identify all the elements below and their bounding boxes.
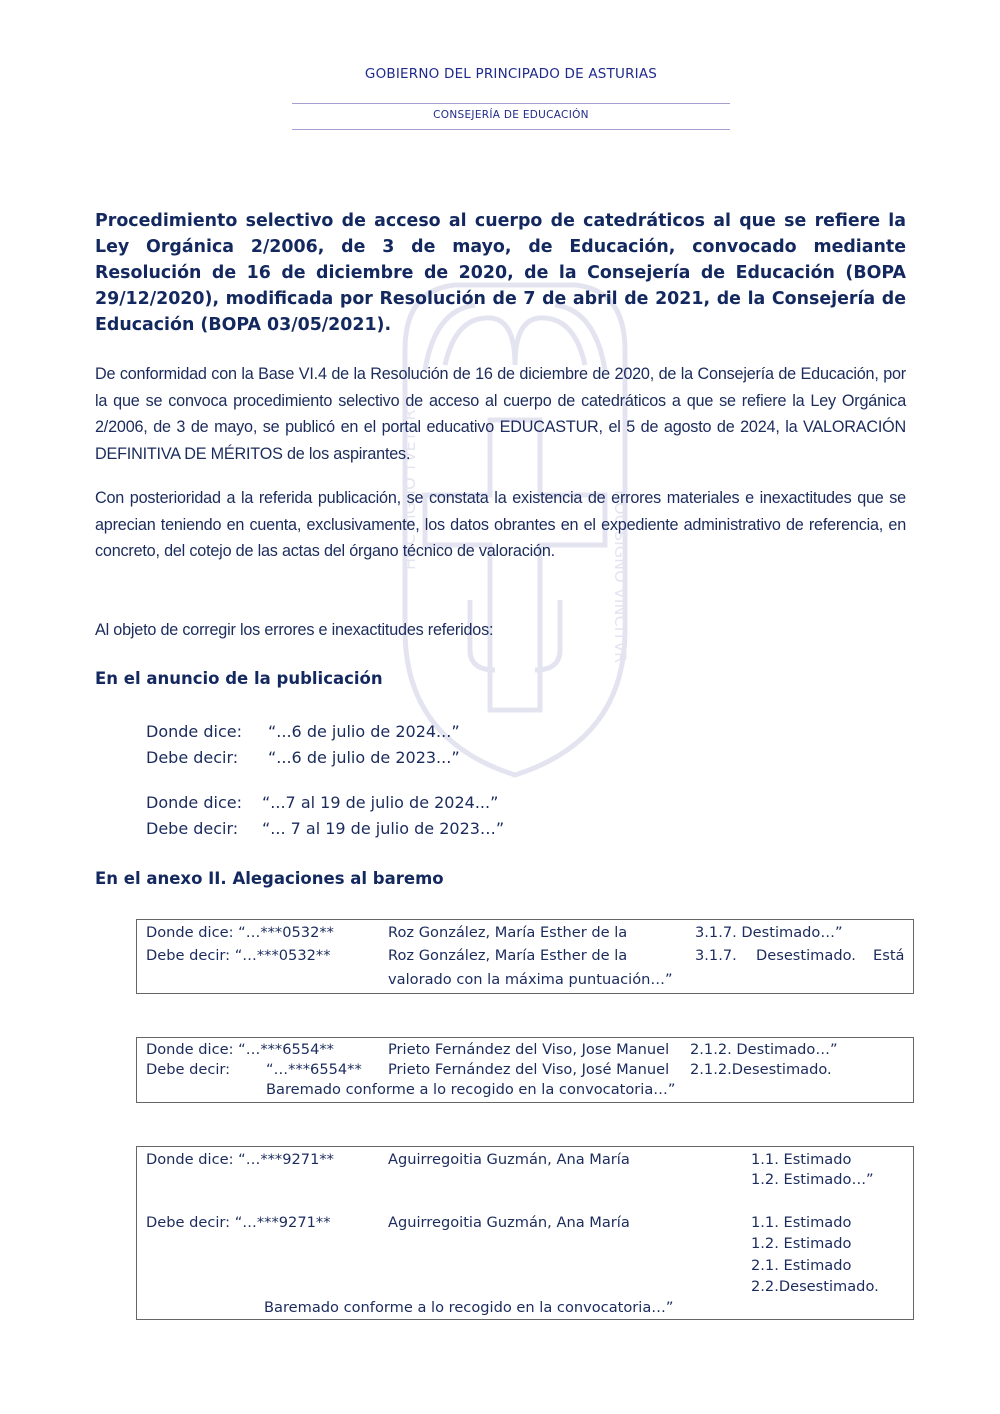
debe-decir-id: Debe decir: “…***9271** [146,1214,331,1231]
debe-decir-result: 2.1.2.Desestimado. [690,1061,832,1078]
correction-box [136,1146,914,1320]
debe-decir-note: Baremado conforme a lo recogido en la convocatoria…” [264,1299,674,1316]
debe-decir-label: Debe decir: [146,818,239,838]
paragraph-errors: Con posterioridad a la referida publicación, se constata la existencia de errores materiales e inexactitudes que se aprecian teniendo en cuenta, exclusivamente, los datos obrantes en el expediente administrativo de referencia, en concreto, del cotejo de las actas del órgano técnico de valoración. [95,489,906,560]
correction-box [136,1037,914,1103]
donde-dice-value: “...6 de julio de 2024...” [268,722,460,741]
debe-decir-value: “...6 de julio de 2023...” [268,747,460,767]
debe-decir-label: Debe decir: [146,1061,231,1078]
debe-decir-value: “... 7 al 19 de julio de 2023…” [262,818,505,838]
debe-decir-note: valorado con la máxima puntuación…” [388,971,673,988]
header-government: GOBIERNO DEL PRINCIPADO DE ASTURIAS [364,66,658,82]
debe-decir-result-extra: Está [873,947,905,964]
donde-dice-result: 2.1.2. Destimado…” [690,1041,838,1058]
debe-decir-result: 1.1. Estimado [751,1214,852,1231]
svg-text:HOC SIGNO TVETVR: HOC SIGNO TVETVR [400,409,419,570]
donde-dice-id: Donde dice: “…***9271** [146,1151,334,1168]
debe-decir-id: Debe decir: “…***0532** [146,947,331,964]
donde-dice-name: Roz González, María Esther de la [388,924,628,941]
donde-dice-id: Donde dice: “…***6554** [146,1041,334,1058]
donde-dice-result: 1.1. Estimado [751,1151,852,1168]
debe-decir-id: “…***6554** [266,1061,362,1078]
paragraph-purpose: Al objeto de corregir los errores e inexactitudes referidos: [95,621,494,639]
donde-dice-result: 3.1.7. Destimado…” [695,924,843,941]
debe-decir-result: 2.2.Desestimado. [751,1278,879,1295]
debe-decir-label: Debe decir: [146,747,239,767]
header-divider-top [292,103,730,104]
debe-decir-result: 1.2. Estimado [751,1235,852,1252]
section-heading-annex: En el anexo II. Alegaciones al baremo [95,869,444,888]
correction-item [146,790,504,841]
header-department: CONSEJERÍA DE EDUCACIÓN [433,109,589,121]
svg-text:HOC SIGNO VINCITVR: HOC SIGNO VINCITVR [611,490,630,664]
donde-dice-id: Donde dice: “…***0532** [146,924,334,941]
document-title: Procedimiento selectivo de acceso al cuerpo de catedráticos al que se refiere la Ley Orgánica 2/2006, de 3 de mayo, de Educación, convocado mediante Resolución de 16 de diciembre de 2020, de la Consejería de Educación (BOPA 29/12/2020), modificada por Resolución de 7 de abril de 2021, de la Consejería de Educación (BOPA 03/05/2021). [95,211,906,335]
header-divider-bottom [292,129,730,130]
debe-decir-name: Prieto Fernández del Viso, José Manuel [388,1061,670,1078]
donde-dice-result: 1.2. Estimado…” [751,1171,874,1188]
debe-decir-result-code: 3.1.7. [695,947,737,964]
donde-dice-label: Donde dice: [146,793,242,812]
debe-decir-result: Desestimado. [756,947,856,964]
correction-box [136,919,914,994]
donde-dice-label: Donde dice: [146,722,242,741]
donde-dice-value: “...7 al 19 de julio de 2024...” [262,793,499,812]
debe-decir-result: 2.1. Estimado [751,1257,852,1274]
donde-dice-name: Aguirregoitia Guzmán, Ana María [388,1151,630,1168]
donde-dice-name: Prieto Fernández del Viso, Jose Manuel [388,1041,670,1058]
debe-decir-note: Baremado conforme a lo recogido en la convocatoria…” [266,1081,676,1098]
paragraph-conformity: De conformidad con la Base VI.4 de la Resolución de 16 de diciembre de 2020, de la Consejería de Educación, por la que se convoca procedimiento selectivo de acceso al cuerpo de catedráticos a que se refiere la Ley Orgánica 2/2006, de 3 de mayo, se publicó en el portal educativo EDUCASTUR, el 5 de agosto de 2024, la VALORACIÓN DEFINITIVA DE MÉRITOS de los aspirantes. [95,365,906,463]
correction-item [146,719,460,770]
section-heading-announcement: En el anuncio de la publicación [95,669,383,688]
debe-decir-name: Aguirregoitia Guzmán, Ana María [388,1214,630,1231]
debe-decir-name: Roz González, María Esther de la [388,947,628,964]
